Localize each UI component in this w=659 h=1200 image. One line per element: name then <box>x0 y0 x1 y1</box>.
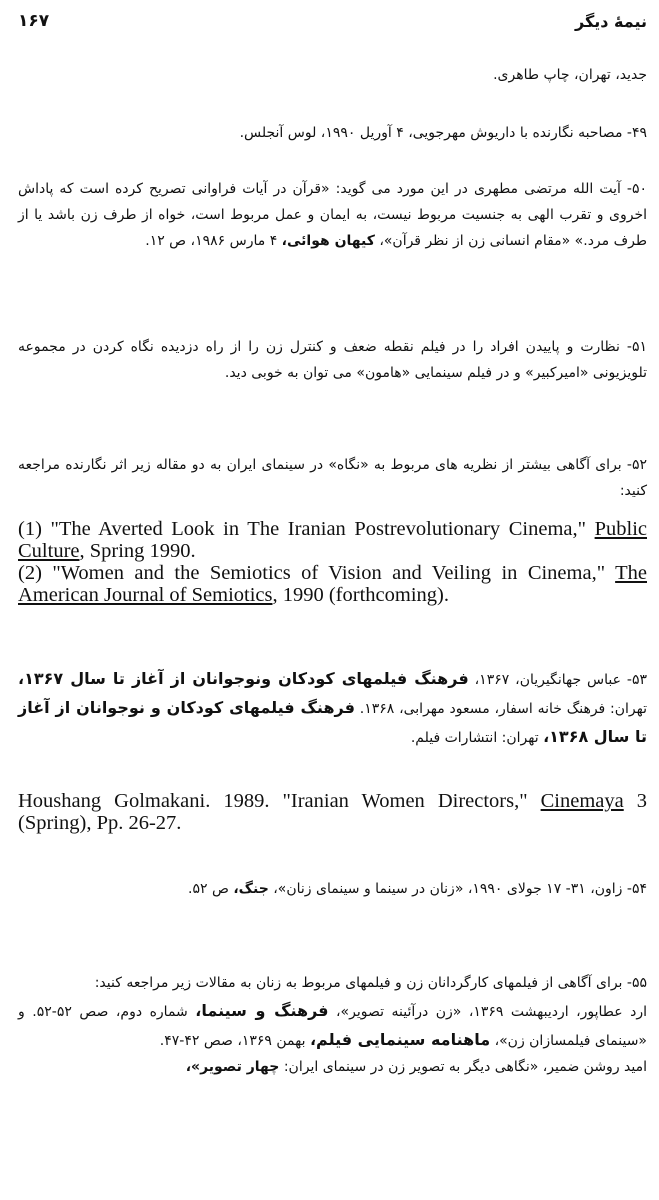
golmakani-reference: Houshang Golmakani. 1989. "Iranian Women Directors," Cinemaya 3 (Spring), Pp. 26-27. <box>18 790 647 834</box>
note-55-ref-a: ارد عطاپور، اردیبهشت ۱۳۶۹، «زن درآئینه تصویر»، فرهنگ و سینما، شماره دوم، صص ۵۲-۵۲. و «سینمای فیلمسازان زن»، ماهنامه سینمایی فیلم، بهمن ۱۳۶۹، صص ۴۲-۴۷. <box>18 1001 648 1049</box>
note-49: ۴۹- مصاحبه نگارنده با داریوش مهرجویی، ۴ آوریل ۱۹۹۰، لوس آنجلس. <box>239 125 647 141</box>
reference-2-journal: The American Journal of Semiotics <box>18 562 647 606</box>
reference-1-journal: Public Culture <box>18 518 647 562</box>
reference-1: (1) "The Averted Look in The Iranian Postrevolutionary Cinema," Public Culture, Spring 1990. <box>18 518 647 562</box>
note-continuation: جدید، تهران، چاپ طاهری. <box>493 67 647 83</box>
page-header <box>18 8 647 34</box>
note-52-intro: ۵۲- برای آگاهی بیشتر از نظریه های مربوط به «نگاه» در سینمای ایران به دو مقاله زیر اثر نگارنده مراجعه کنید: <box>18 457 647 499</box>
note-50 <box>18 176 647 254</box>
note-50-text: ۵۰- آیت الله مرتضی مطهری در این مورد می گوید: «قرآن در آیات فراوانی تصریح کرده است که پاداش اخروی و تقرب الهی به جنسیت مربوط نیست، به ایمان و عمل مربوط است، خواه از طرف زن باشد یا از طرف مرد.» «مقام انسانی زن از نظر قرآن»، <box>18 181 647 249</box>
english-references <box>18 518 647 606</box>
note-55 <box>18 970 647 1080</box>
page-number: ۱۶۷ <box>18 11 50 31</box>
golmakani-journal: Cinemaya <box>540 790 624 812</box>
note-55-intro: ۵۵- برای آگاهی از فیلمهای کارگردانان زن و فیلمهای مربوط به زنان به مقالات زیر مراجعه کنید: <box>94 975 647 991</box>
note-53-title-1: فرهنگ فیلمهای کودکان ونوجوانان از آغاز تا سال ۱۳۶۷، <box>18 669 469 688</box>
note-54: ۵۴- زاون، ۳۱- ۱۷ جولای ۱۹۹۰، «زنان در سینما و سینمای زنان»، جنگ، ص ۵۲. <box>188 881 647 897</box>
note-55-ref-b: امید روشن ضمیر، «نگاهی دیگر به تصویر زن در سینمای ایران: چهار تصویر»، <box>185 1059 647 1075</box>
note-54-source: جنگ، <box>233 881 269 897</box>
note-50-source: کیهان هوائی، <box>281 233 375 249</box>
note-53: ۵۳- عباس جهانگیریان، ۱۳۶۷، فرهنگ فیلمهای کودکان ونوجوانان از آغاز تا سال ۱۳۶۷، تهران: فرهنگ خانه اسفار، مسعود مهرابی، ۱۳۶۸. فرهنگ فیلمهای کودکان و نوجوانان از آغاز تا سال ۱۳۶۸، تهران: انتشارات فیلم. <box>18 669 647 746</box>
reference-2: (2) "Women and the Semiotics of Vision and Veiling in Cinema," The American Journal of Semiotics, 1990 (forthcoming). <box>18 562 647 606</box>
running-title: نیمهٔ دیگر <box>574 11 647 31</box>
note-53-title-2: فرهنگ فیلمهای کودکان و نوجوانان از آغاز تا سال ۱۳۶۸، <box>18 698 647 746</box>
note-51: ۵۱- نظارت و پاییدن افراد را در فیلم نقطه ضعف و کنترل زن را از راه دزدیده نگاه کردن در مجموعه تلویزیونی «امیرکبیر» و در فیلم سینمایی «هامون» می توان به خوبی دید. <box>18 339 647 381</box>
note-50-tail: ۴ مارس ۱۹۸۶، ص ۱۲. <box>145 233 278 249</box>
